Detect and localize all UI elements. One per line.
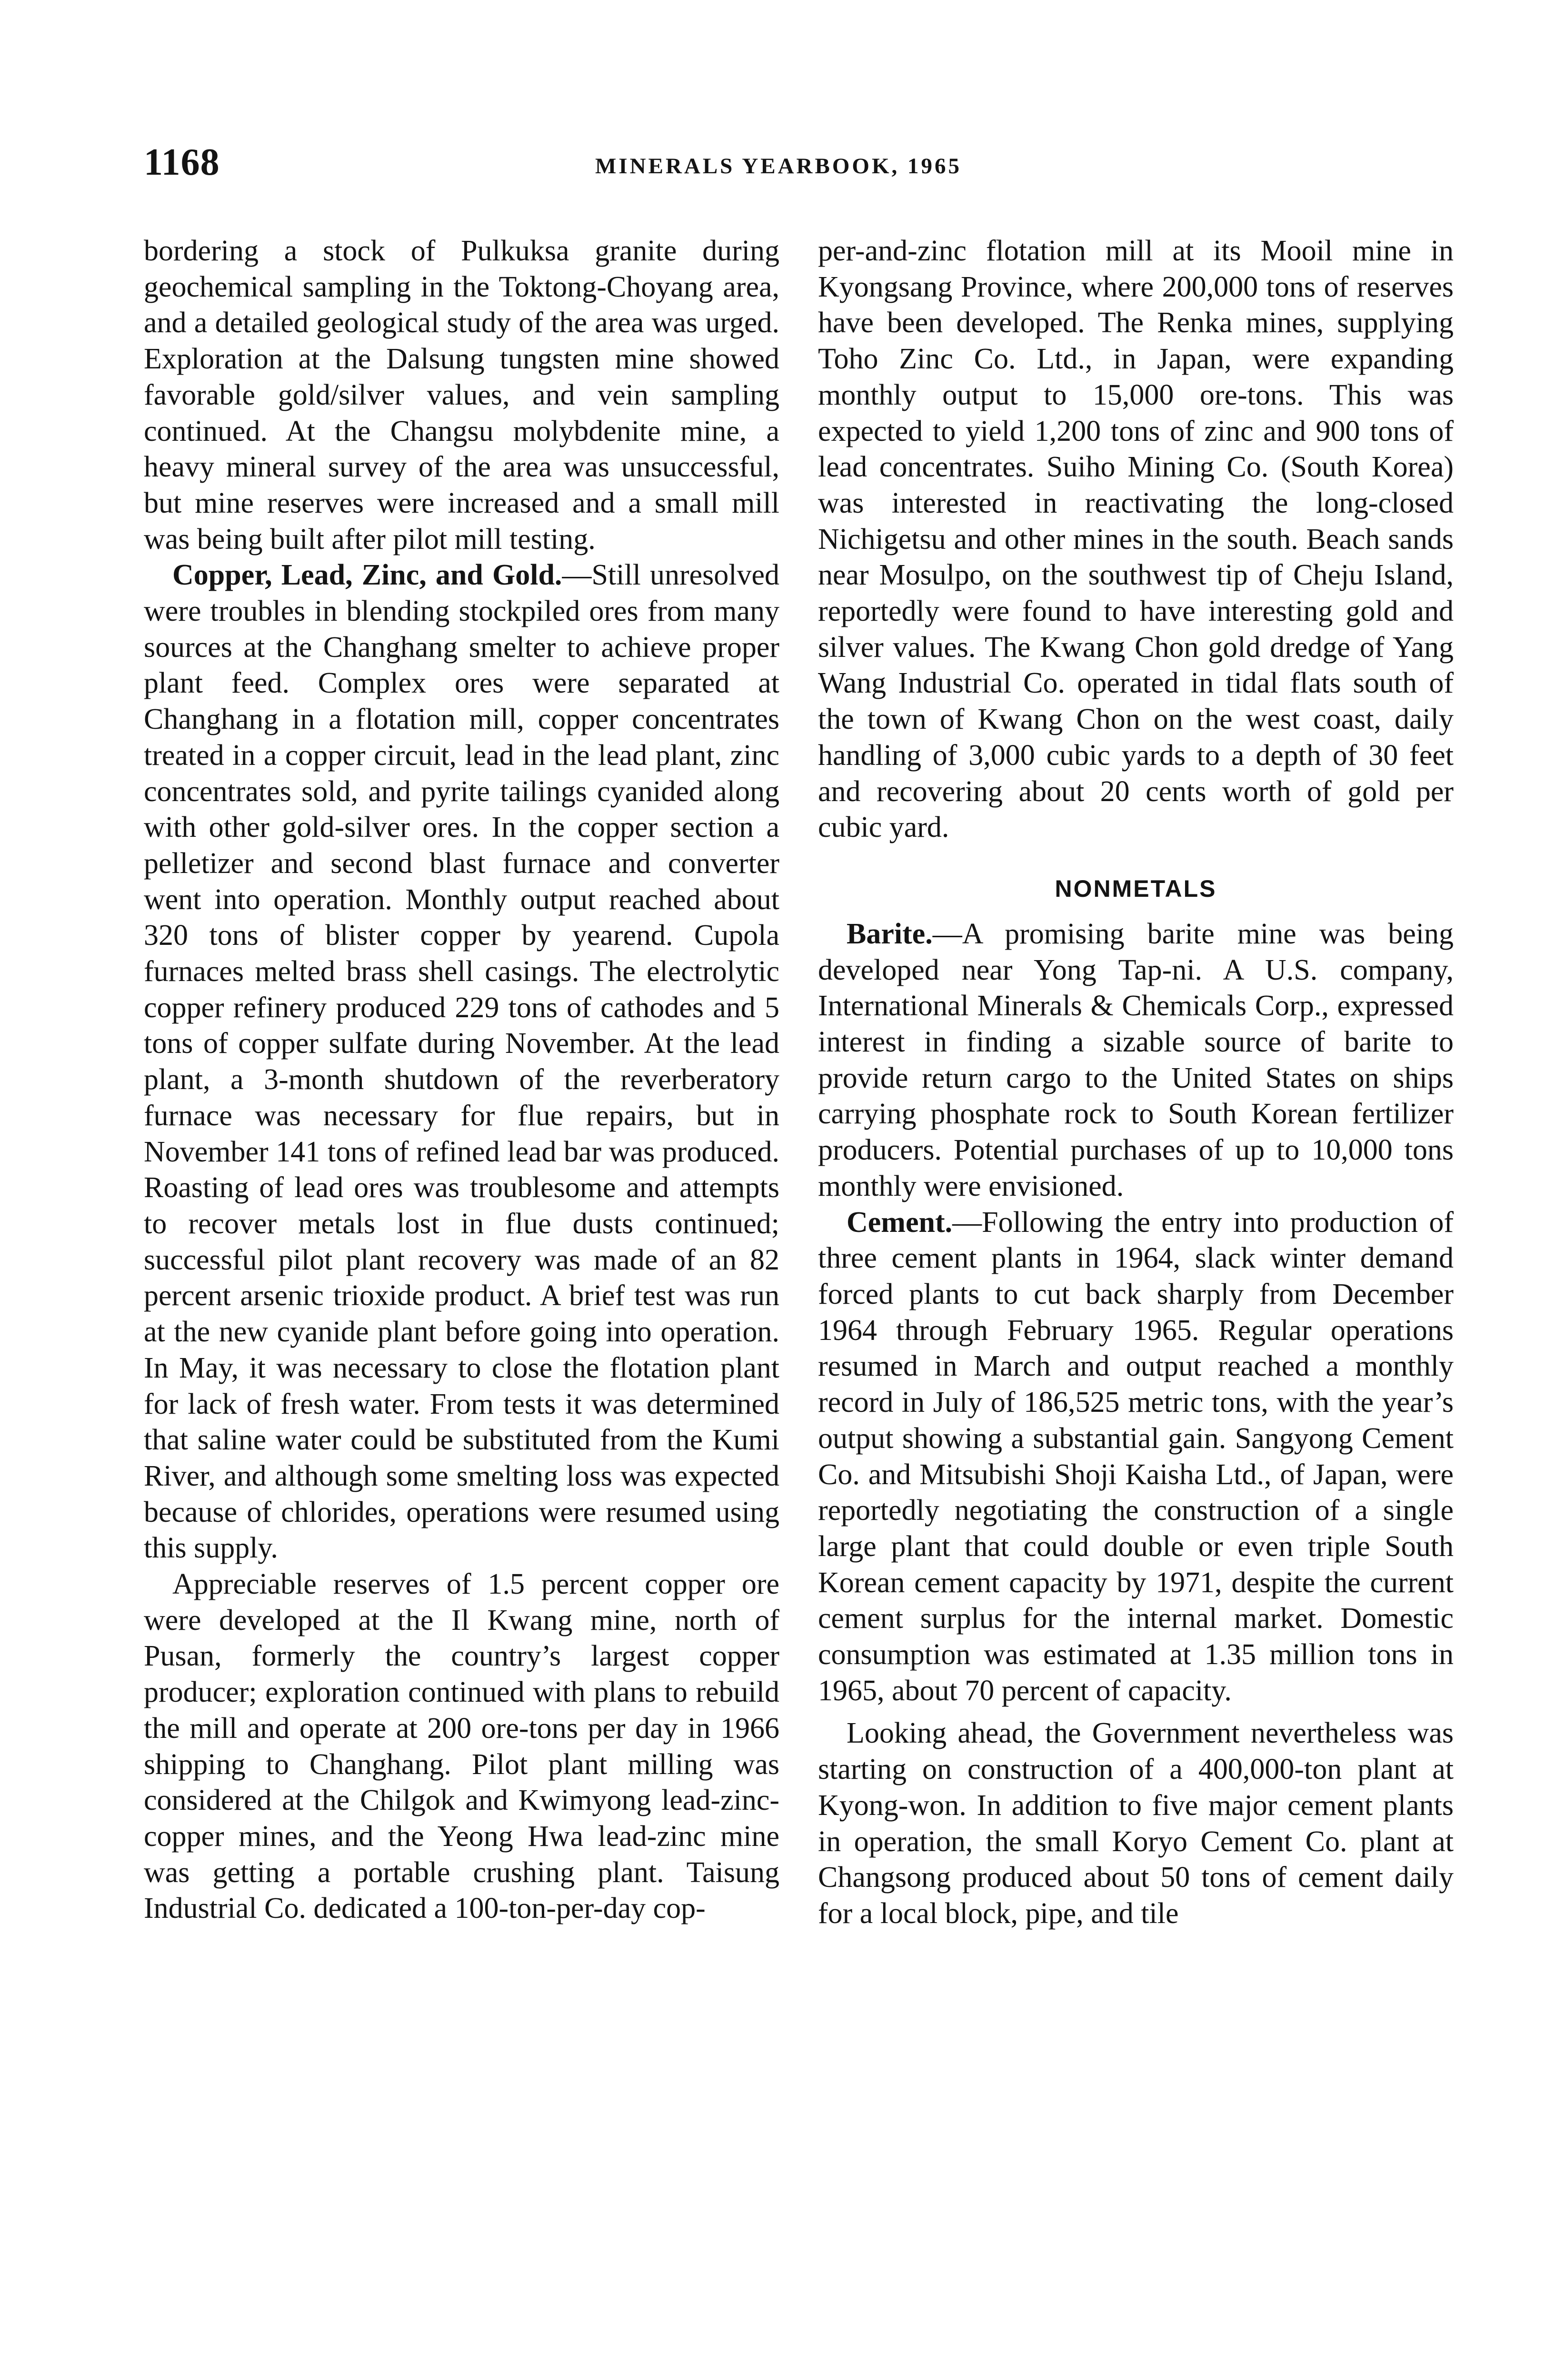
paragraph-barite <box>818 916 1454 1205</box>
cement-paragraph-text: —Following the entry into production of three cement plants in 1964, slack winter demand forced plants to cut back sharply from December 1964 through February 1965. Regular operations resumed in March and output reached a monthly record in July of 186,525 metric tons, with the year’s output showing a substantial gain. Sangyong Cement Co. and Mitsubishi Shoji Kaisha Ltd., of Japan, were reportedly negotiating the construction of a single large plant that could double or even triple South Korean cement capacity by 1971, despite the current cement surplus for the internal market. Domestic consumption was estimated at 1.35 million tons in 1965, about 70 percent of capacity. <box>818 1206 1454 1707</box>
running-title: MINERALS YEARBOOK, 1965 <box>595 154 962 178</box>
run-in-heading-barite: Barite. <box>847 917 933 950</box>
paragraph-cement <box>818 1205 1454 1709</box>
paragraph-continued-mooil-mine: per-and-zinc flotation mill at its Mooil mine in Kyongsang Province, where 200,000 tons of reserves have been developed. The Renka mines, supplying Toho Zinc Co. Ltd., in Japan, were expanding monthly output to 15,000 ore-tons. This was expected to yield 1,200 tons of zinc and 900 tons of lead concentrates. Suiho Mining Co. (South Korea) was interested in reactivating the long-closed Nichigetsu and other mines in the south. Beach sands near Mosulpo, on the southwest tip of Cheju Island, reportedly were found to have interesting gold and silver values. The Kwang Chon gold dredge of Yang Wang Industrial Co. operated in tidal flats south of the town of Kwang Chon on the west coast, daily handling of 3,000 cubic yards to a depth of 30 feet and recovering about 20 cents worth of gold per cubic yard. <box>818 235 1454 844</box>
right-column <box>818 233 1454 1932</box>
paragraph-continued-from-previous-page: bordering a stock of Pulkuksa granite during geochemical sampling in the Toktong-Choyang area, and a detailed geological study of the area was urged. Exploration at the Dalsung tungsten mine showed favorable gold/silver values, and vein sampling continued. At the Changsu molybdenite mine, a heavy mineral survey of the area was unsuccessful, but mine reserves were increased and a small mill was being built after pilot mill testing. <box>144 235 779 555</box>
copper-paragraph-text: —Still unresolved were troubles in blending stockpiled ores from many sources at the Changhang smelter to achieve proper plant feed. Complex ores were separated at Changhang in a flotation mill, copper concentrates treated in a copper circuit, lead in the lead plant, zinc concentrates sold, and pyrite tailings cyanided along with other gold-silver ores. In the copper section a pelletizer and second blast furnace and converter went into operation. Monthly output reached about 320 tons of blister copper by yearend. Cupola furnaces melted brass shell casings. The electrolytic copper refinery produced 229 tons of cathodes and 5 tons of copper sulfate during November. At the lead plant, a 3-month shutdown of the reverberatory furnace was necessary for flue repairs, but in November 141 tons of refined lead bar was produced. Roasting of lead ores was troublesome and attempts to recover metals lost in flue dusts continued; successful pilot plant recovery was made of an 82 percent arsenic trioxide product. A brief test was run at the new cyanide plant before going into operation. In May, it was necessary to close the flotation plant for lack of fresh water. From tests it was determined that saline water could be substituted from the Kumi River, and although some smelting loss was expected because of chlorides, operations were resumed using this supply. <box>144 559 779 1565</box>
page-number: 1168 <box>144 141 220 183</box>
paragraph-copper-reserves: Appreciable reserves of 1.5 percent copper ore were developed at the Il Kwang mine, north of Pusan, formerly the country’s largest copper producer; exploration continued with plans to rebuild the mill and operate at 200 ore-tons per day in 1966 shipping to Changhang. Pilot plant milling was considered at the Chilgok and Kwimyong lead-zinc-copper mines, and the Yeong Hwa lead-zinc mine was getting a portable crushing plant. Taisung Industrial Co. dedicated a 100-ton-per-day cop- <box>144 1568 779 1925</box>
left-column <box>144 233 779 1927</box>
run-in-heading-cement: Cement. <box>847 1206 953 1239</box>
run-in-heading-copper: Copper, Lead, Zinc, and Gold. <box>172 559 562 592</box>
paragraph-looking-ahead: Looking ahead, the Government nevertheless was starting on construction of a 400,000-ton plant at Kyong-won. In addition to five major cement plants in operation, the small Koryo Cement Co. plant at Changsong produced about 50 tons of cement daily for a local block, pipe, and tile <box>818 1717 1454 1930</box>
barite-paragraph-text: —A promising barite mine was being developed near Yong Tap-ni. A U.S. company, International Minerals & Chemicals Corp., expressed interest in finding a sizable source of barite to provide return cargo to the United States on ships carrying phosphate rock to South Korean fertilizer producers. Potential purchases of up to 10,000 tons monthly were envisioned. <box>818 917 1454 1202</box>
paragraph-copper-lead-zinc-gold <box>144 557 779 1567</box>
section-heading-nonmetals: NONMETALS <box>1055 875 1217 902</box>
